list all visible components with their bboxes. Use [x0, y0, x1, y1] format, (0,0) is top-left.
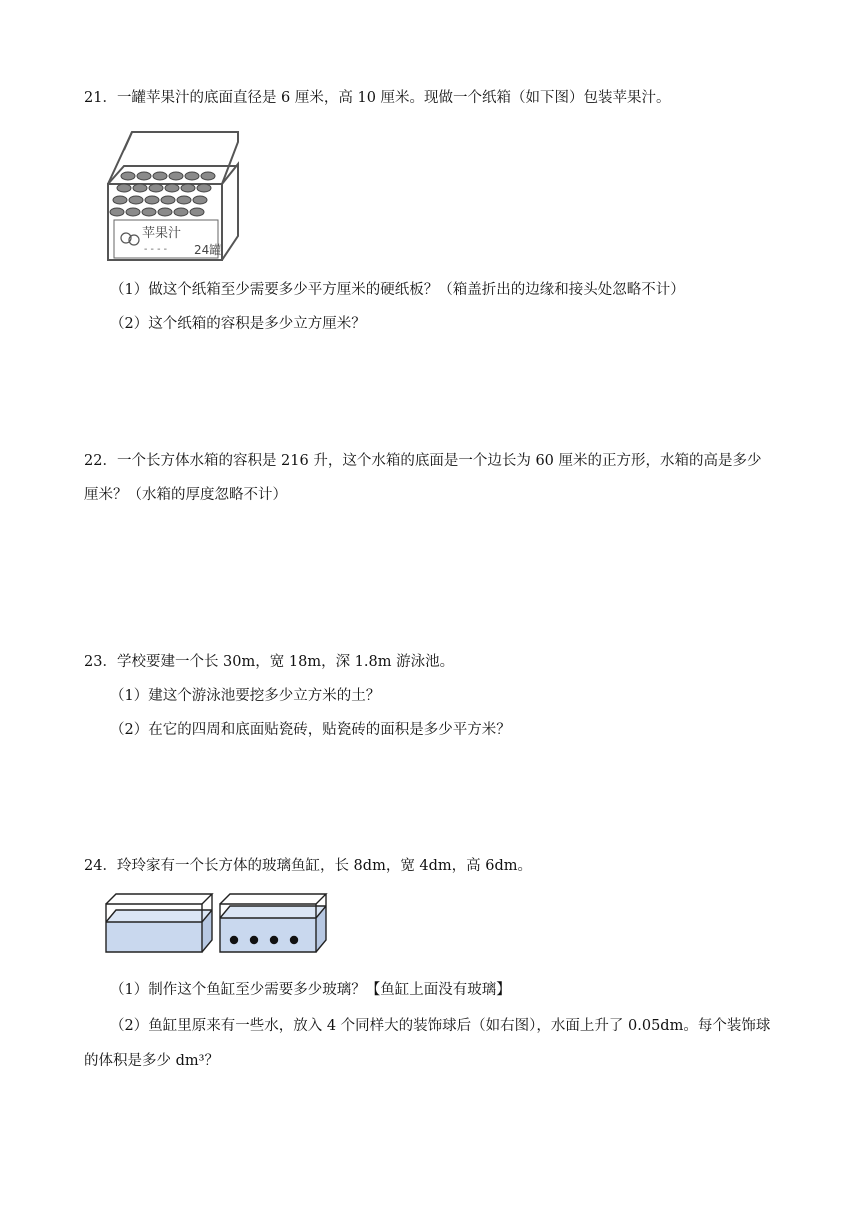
q22-line2: 厘米？（水箱的厚度忽略不计） [84, 487, 287, 503]
svg-text:- - - -: - - - - [144, 244, 168, 255]
q21-sub2: （2）这个纸箱的容积是多少立方厘米？ [110, 316, 366, 332]
q23-sub2: （2）在它的四周和底面贴瓷砖，贴瓷砖的面积是多少平方米？ [110, 722, 511, 738]
q21-text: 21．一罐苹果汁的底面直径是 6 厘米，高 10 厘米。现做一个纸箱（如下图）包装苹果汁。 [84, 90, 671, 106]
q24-text: 24．玲玲家有一个长方体的玻璃鱼缸，长 8dm，宽 4dm，高 6dm。 [84, 858, 533, 874]
q23-text: 23．学校要建一个长 30m，宽 18m，深 1.8m 游泳池。 [84, 654, 455, 670]
q24-sub1: （1）制作这个鱼缸至少需要多少玻璃？【鱼缸上面没有玻璃】 [110, 982, 511, 998]
box-label-text: 苹果汁 [142, 226, 182, 241]
q24-sub2-line1: （2）鱼缸里原来有一些水，放入 4 个同样大的装饰球后（如右图），水面上升了 0.05dm。每个装饰球 [110, 1018, 771, 1034]
fish-tank-before-illustration [104, 892, 216, 956]
box-count-text: 24罐 [194, 243, 222, 257]
q23-sub1: （1）建这个游泳池要挖多少立方米的土？ [110, 688, 381, 704]
q22-line1: 22．一个长方体水箱的容积是 216 升，这个水箱的底面是一个边长为 60 厘米的正方形，水箱的高是多少 [84, 453, 762, 469]
juice-cans-grid [110, 172, 215, 216]
juice-box-illustration [104, 124, 244, 264]
fish-tank-after-illustration [218, 892, 330, 956]
q21-sub1: （1）做这个纸箱至少需要多少平方厘米的硬纸板？（箱盖折出的边缘和接头处忽略不计） [110, 282, 685, 298]
q24-sub2-line2: 的体积是多少 dm³？ [84, 1053, 219, 1069]
